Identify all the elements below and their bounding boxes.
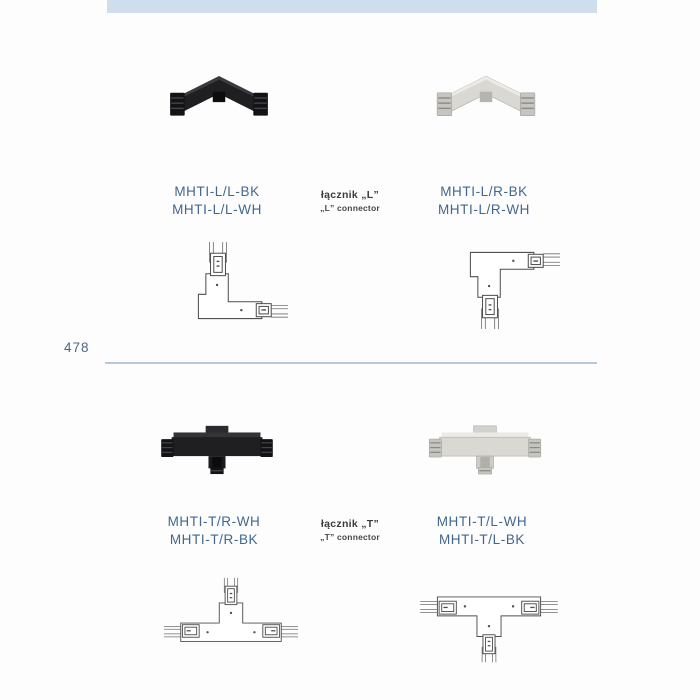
section-divider: [105, 362, 597, 364]
product-code: MHTI-L/R-BK: [440, 184, 528, 199]
product-code: MHTI-L/L-WH: [172, 201, 262, 217]
product-code: MHTI-T/L-BK: [438, 531, 526, 547]
photo-l-connector-white: [434, 74, 538, 124]
product-codes-l-left: [132, 183, 302, 218]
product-description-l: [285, 189, 415, 213]
description-pl: łącznik „L”: [320, 189, 380, 201]
photo-t-connector-white: [428, 423, 542, 475]
l-connector-black-image: [167, 74, 271, 124]
product-codes-t-right: [397, 513, 567, 548]
l-connector-white-image: [434, 74, 538, 124]
photo-t-connector-black: [160, 423, 274, 475]
technical-drawing-t-right: [420, 578, 558, 664]
product-code: MHTI-L/L-BK: [174, 184, 260, 199]
technical-drawing-l-left: [176, 240, 288, 329]
product-code: MHTI-T/R-BK: [169, 531, 259, 547]
description-en: „T” connector: [320, 532, 380, 542]
product-codes-l-right: [399, 183, 569, 218]
t-connector-black-image: [160, 423, 274, 475]
header-bar: [107, 0, 597, 13]
product-code: MHTI-L/R-WH: [437, 201, 531, 217]
product-codes-t-left: [129, 513, 299, 548]
page-number: 478: [64, 340, 90, 355]
product-code: MHTI-T/L-WH: [436, 514, 528, 529]
description-en: „L” connector: [320, 203, 380, 213]
product-description-t: [285, 518, 415, 542]
description-pl: łącznik „T”: [320, 518, 380, 530]
product-code: MHTI-T/R-WH: [167, 514, 261, 529]
t-connector-white-image: [428, 423, 542, 475]
technical-drawing-l-right: [448, 242, 560, 331]
technical-drawing-t-left: [164, 576, 298, 660]
photo-l-connector-black: [167, 74, 271, 124]
